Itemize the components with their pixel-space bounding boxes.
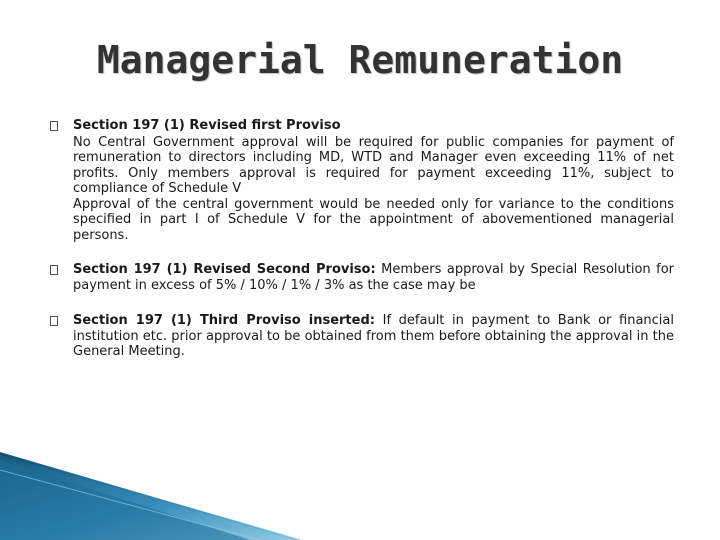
bullet-heading: Section 197 (1) Revised Second Proviso: [73,262,376,277]
corner-decoration [0,430,720,540]
bullet-heading: Section 197 (1) Revised first Proviso [73,118,341,133]
bullet-content [73,262,674,293]
bullet-content [73,313,674,360]
bullet-marker-icon [50,121,58,131]
bullet-paragraph: Approval of the central government would be needed only for variance to the conditions specified in part I of Schedule V for the appointment of abovementioned managerial persons. [73,196,674,243]
bullet-item-second-proviso [52,262,674,293]
bullet-text: If default in payment to Bank or financial institution etc. prior approval to be obtained from them before obtaining the approval in the General Meeting. [73,313,674,359]
bullet-item-third-proviso [52,313,674,360]
bullet-item-first-proviso [52,118,674,243]
bullet-marker-icon [50,265,58,275]
bullet-text: Members approval by Special Resolution for payment in excess of 5% / 10% / 1% / 3% as the case may be [73,262,674,293]
bullet-content [73,118,674,243]
bullet-marker-icon [50,316,58,326]
slide-title: Managerial Remuneration [96,38,624,82]
bullet-heading: Section 197 (1) Third Proviso inserted: [73,313,375,328]
bullet-paragraph: No Central Government approval will be required for public companies for payment of remuneration to directors including MD, WTD and Manager even exceeding 11% of net profits. Only members approval is required for payment exceeding 11%, subject to compliance of Schedule V [73,134,674,196]
